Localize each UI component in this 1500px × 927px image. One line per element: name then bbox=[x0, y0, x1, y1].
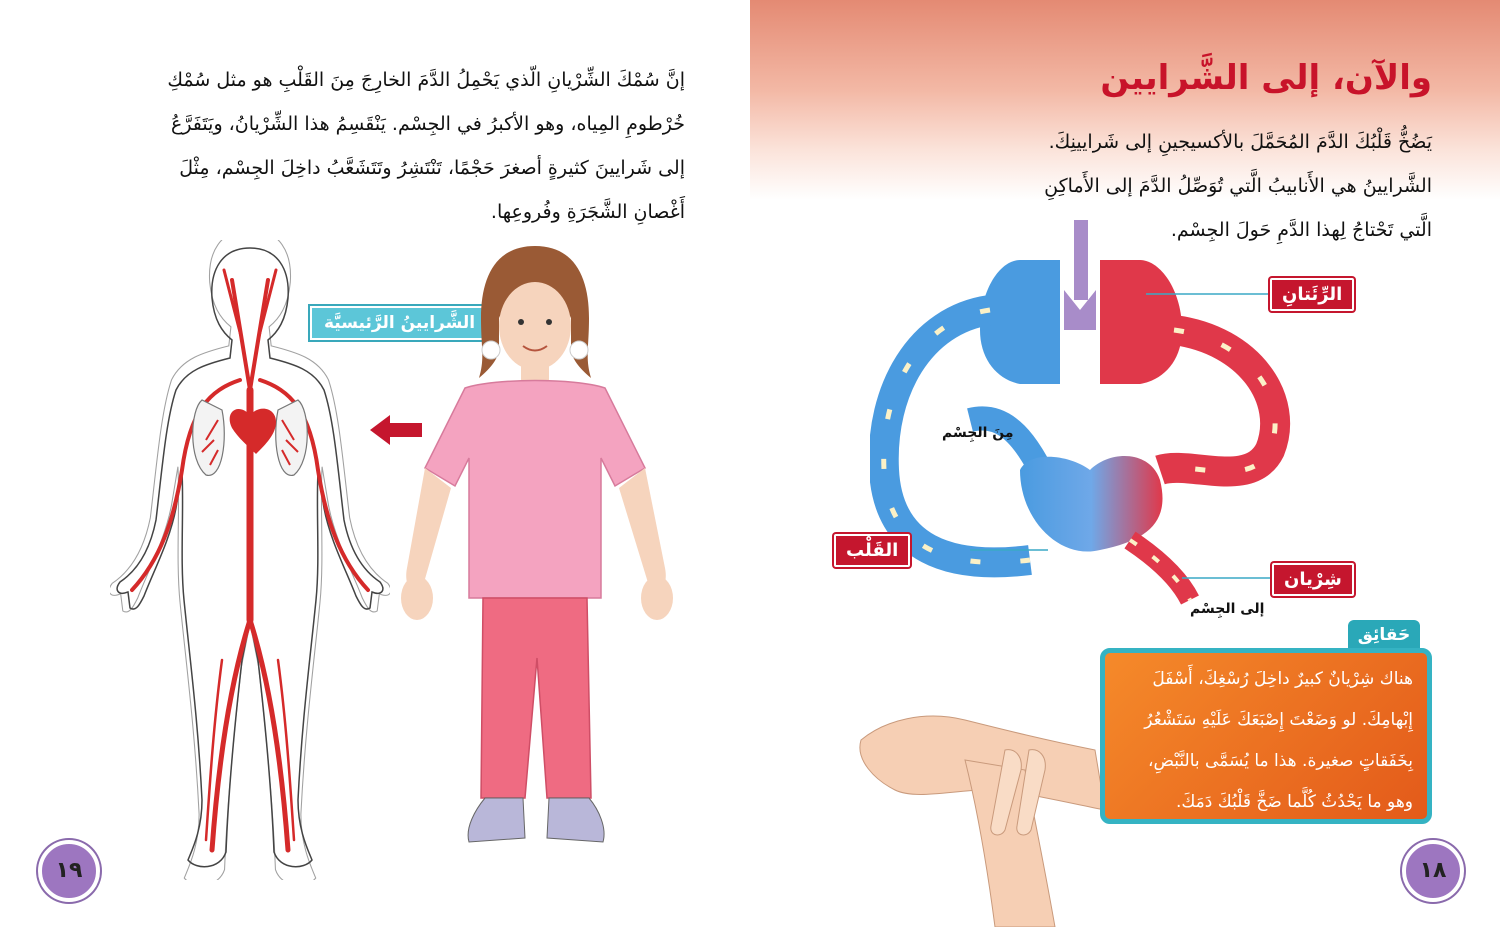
to-body-caption: إلى الجِسْم bbox=[1190, 601, 1265, 617]
left-paragraph bbox=[100, 58, 685, 234]
left-line: أَغْصانِ الشَّجَرَةِ وفُروعِها. bbox=[490, 201, 685, 223]
heart-label: القَلْب bbox=[834, 534, 910, 567]
right-line: الشَّرايينُ هي الأَنابيبُ الَّتي تُوَصِّلُ الدَّمَ إلى الأَماكِنِ bbox=[1044, 175, 1432, 197]
right-line: يَضُخُّ قَلْبُكَ الدَّمَ المُحَمَّلَ بالأكسيجينِ إلى شَرايينِكَ. bbox=[1048, 131, 1432, 153]
facts-line: وهو ما يَحْدُثُ كُلَّما ضَخَّ قَلْبُكَ دَمَكَ. bbox=[1175, 792, 1413, 812]
girl-illustration bbox=[395, 238, 695, 858]
from-body-caption: مِنَ الجِسْم bbox=[942, 425, 1014, 441]
facts-line: بِخَفَقاتٍ صغيرة. هذا ما يُسَمَّى بالنَّبْضِ، bbox=[1147, 751, 1413, 771]
page-number-right: ١٨ bbox=[1402, 840, 1464, 902]
circulation-diagram bbox=[870, 220, 1310, 620]
left-line: إنَّ سُمْكَ الشِّرْيانِ الّذي يَحْمِلُ الدَّمَ الخارِجَ مِنَ القَلْبِ هو مثل سُمْكِ bbox=[167, 69, 685, 91]
main-arteries-label: الشَّرايينُ الرَّئيسيَّة bbox=[310, 306, 489, 340]
facts-box bbox=[1100, 648, 1432, 824]
left-line: خُرْطومِ المِياه، وهو الأكبرُ في الجِسْم. يَنْقَسِمُ هذا الشِّرْيانُ، ويَتَفَرَّعُ bbox=[170, 113, 685, 135]
facts-line: هناك شِرْيانٌ كبيرٌ داخِلَ رُسْغِكَ، أَسْفَلَ bbox=[1152, 669, 1413, 689]
facts-tab: حَقائِق bbox=[1348, 620, 1420, 650]
right-line: الَّتي تَحْتاجُ لِهذا الدَّمِ حَولَ الجِسْم. bbox=[1170, 219, 1432, 241]
right-page bbox=[750, 0, 1500, 927]
left-line: إلى شَرايينَ كثيرةٍ أصغرَ حَجْمًا، تَنْتَشِرُ وتَتَشَعَّبُ داخِلَ الجِسْم، مِثْلَ bbox=[179, 157, 685, 179]
page-title: والآن، إلى الشَّرايين bbox=[1100, 58, 1432, 98]
page-number-left: ١٩ bbox=[38, 840, 100, 902]
wrist-pulse-illustration bbox=[855, 700, 1115, 927]
artery-label: شِرْيان bbox=[1272, 563, 1354, 596]
facts-line: إِبْهامِكَ. لو وَضَعْتَ إِصْبَعَكَ عَلَيْهِ سَتَشْعُرُ bbox=[1144, 710, 1413, 730]
lungs-label: الرِّئَتانِ bbox=[1270, 278, 1354, 311]
